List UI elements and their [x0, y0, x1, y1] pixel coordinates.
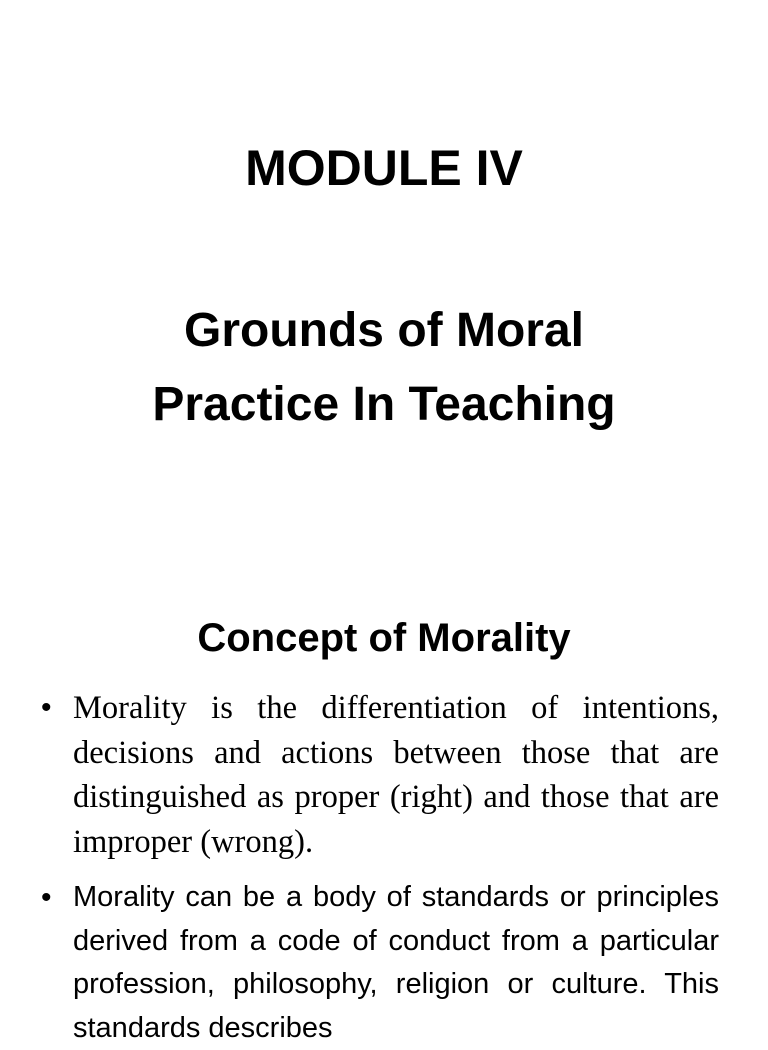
bullet-text: Morality can be a body of standards or principles derived from a code of conduct from a particular profession, philosophy, religion or culture. This standards describes — [73, 881, 719, 1044]
bullet-list — [0, 686, 768, 1050]
module-title — [0, 136, 768, 200]
module-subtitle-line-1: Grounds of Moral — [184, 304, 584, 357]
bullet-item-morality-definition — [41, 686, 719, 864]
section-heading: Concept of Morality — [197, 616, 571, 660]
bullet-icon: • — [41, 881, 52, 914]
module-subtitle-line-2: Practice In Teaching — [152, 378, 616, 431]
bullet-icon: • — [41, 691, 52, 724]
bullet-text: Morality is the differentiation of intentions, decisions and actions between those that are distinguished as proper (right) and those that are improper (wrong). — [73, 690, 719, 860]
module-subtitle — [0, 294, 768, 442]
module-title-text: MODULE IV — [245, 140, 523, 196]
